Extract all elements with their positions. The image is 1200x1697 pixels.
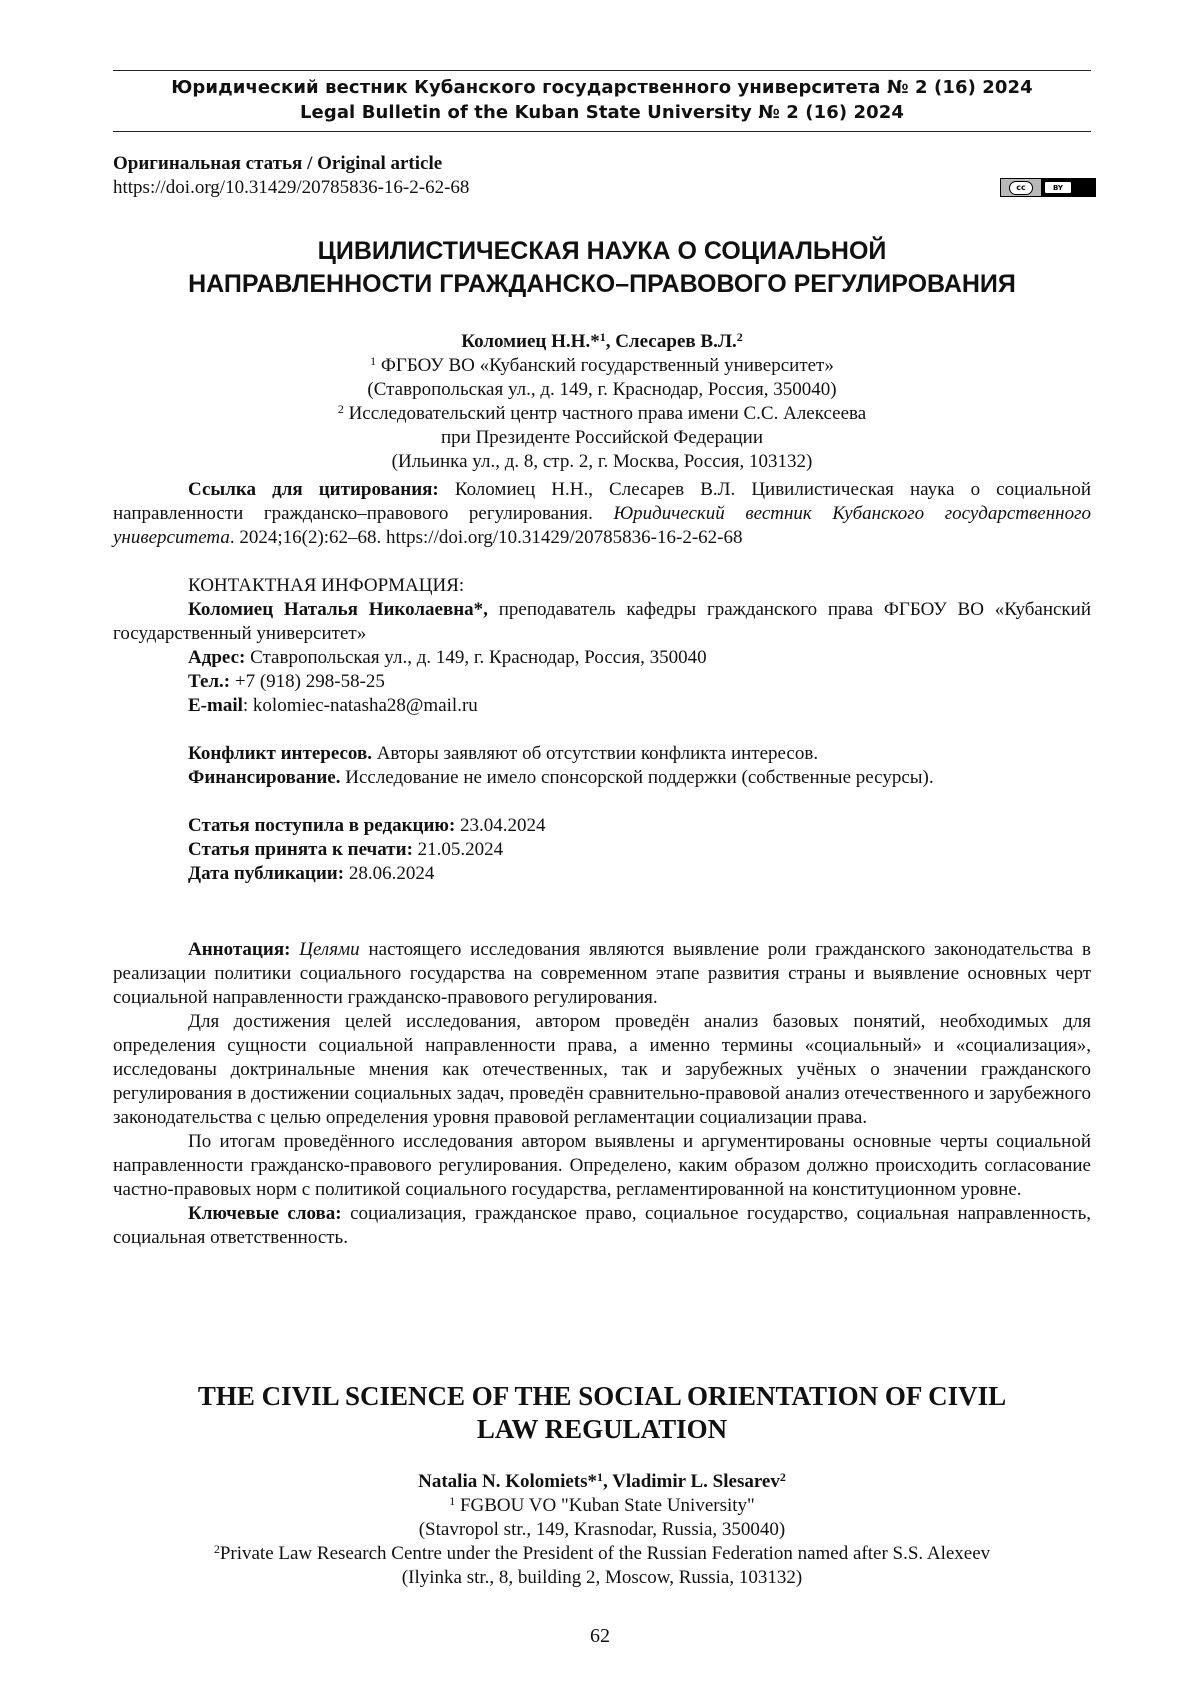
abstract-label: Аннотация: (188, 939, 291, 960)
contact-position: преподаватель кафедры гражданского права ФГБОУ ВО «Кубанский государственный университет» (113, 599, 1091, 644)
affiliation-1-name: ФГБОУ ВО «Кубанский государственный университет» (380, 355, 834, 376)
creative-commons-by-icon[interactable] (1000, 178, 1096, 197)
contact-name: Коломиец Наталья Николаевна*, (188, 599, 488, 620)
funding-text: Исследование не имело спонсорской поддержки (собственные ресурсы). (340, 767, 934, 788)
cc-badge-right (1041, 179, 1095, 196)
affiliation-1-name-en: FGBOU VO "Kuban State University" (459, 1495, 755, 1516)
affiliation-2-sup: 2 (337, 402, 344, 416)
address-value: Ставропольская ул., д. 149, г. Краснодар, Россия, 350040 (245, 647, 707, 668)
affiliation-2-name-en: Private Law Research Centre under the President of the Russian Federation named after S.S. Alexeev (219, 1543, 991, 1564)
phone-value: +7 (918) 298-58-25 (230, 671, 385, 692)
citation-label: Ссылка для цитирования: (188, 479, 439, 500)
accepted-label: Статья принята к печати: (188, 839, 413, 860)
affiliation-2-address-en: (Ilyinka str., 8, building 2, Moscow, Russia, 103132) (401, 1567, 803, 1588)
contact-phone (113, 670, 1091, 694)
affiliation-1-line-1 (113, 354, 1091, 378)
author-1-name-en: Natalia N. Kolomiets* (418, 1471, 598, 1492)
funding (113, 766, 1091, 790)
affiliation-2-name: Исследовательский центр частного права имени С.С. Алексеева (348, 403, 867, 424)
abstract-paragraph-2: Для достижения целей исследования, автором проведён анализ базовых понятий, необходимых для определения сущности социальной направленности права, а именно термины «социальный» и «социализация», исследованы доктринальные мнения как отечественных, так и зарубежных учёных о значении гражданского регулирования в достижении социальных задач, проведён сравнительно-правовой анализ отечественного и зарубежного законодательства с целью определения уровня правовой регламентации социализации права. (113, 1011, 1091, 1128)
article-title-en (113, 1380, 1091, 1446)
author-2-name-en: Vladimir L. Slesarev (612, 1471, 780, 1492)
title-en-line-2: LAW REGULATION (476, 1414, 728, 1444)
title-ru-line-2: НАПРАВЛЕННОСТИ ГРАЖДАНСКО–ПРАВОВОГО РЕГУЛИРОВАНИЯ (188, 270, 1016, 298)
article-type: Оригинальная статья / Original article (113, 153, 443, 174)
cc-badge-left (1001, 179, 1041, 196)
affiliation-2-line-2: при Президенте Российской Федерации (440, 427, 764, 448)
affiliation-2-sup-en: 2 (213, 1542, 220, 1556)
contact-person (113, 598, 1091, 646)
affiliation-1-sup: 1 (370, 354, 377, 368)
conflict-of-interest (113, 742, 1091, 766)
article-title-ru (113, 235, 1091, 301)
keywords-text: социализация, гражданское право, социальное государство, социальная направленность, социальная ответственность. (113, 1203, 1092, 1248)
received-value: 23.04.2024 (455, 815, 546, 836)
title-ru-line-1: ЦИВИЛИСТИЧЕСКАЯ НАУКА О СОЦИАЛЬНОЙ (317, 237, 887, 265)
email-value[interactable]: : kolomiec-natasha28@mail.ru (242, 695, 478, 716)
spacer (113, 790, 1091, 814)
citation-paragraph (113, 478, 1091, 550)
authors-ru (113, 330, 1091, 474)
doi-link[interactable]: https://doi.org/10.31429/20785836-16-2-62-68 (113, 177, 470, 198)
keywords-paragraph (113, 1202, 1091, 1250)
author-names-en (113, 1470, 1091, 1494)
email-label: E-mail (188, 695, 243, 716)
contact-address (113, 646, 1091, 670)
abstract (113, 938, 1091, 1250)
affiliation-2-address: (Ильинка ул., д. 8, стр. 2, г. Москва, Россия, 103132) (391, 451, 813, 472)
contact-info (113, 574, 1091, 886)
author-1-sup: 1 (599, 330, 606, 344)
citation-journal: Юридический вестник Кубанского государственного университета (113, 503, 1091, 548)
conflict-text: Авторы заявляют об отсутствии конфликта интересов. (371, 743, 819, 764)
author-2-sup: 2 (736, 330, 743, 344)
author-1-name: Коломиец Н.Н.* (461, 331, 600, 352)
affiliation-1-en (113, 1494, 1091, 1518)
affiliation-1-address-en: (Stavropol str., 149, Krasnodar, Russia, 350040) (418, 1519, 786, 1540)
accepted-value: 21.05.2024 (412, 839, 504, 860)
contact-heading: КОНТАКТНАЯ ИНФОРМАЦИЯ: (188, 575, 465, 596)
running-head (113, 70, 1091, 132)
published-label: Дата публикации: (188, 863, 345, 884)
conflict-label: Конфликт интересов. (188, 743, 372, 764)
date-accepted (113, 838, 1091, 862)
author-2-sup-en: 2 (779, 1470, 786, 1484)
abstract-paragraph-1 (113, 938, 1091, 1010)
authors-en (113, 1470, 1091, 1590)
affiliation-1-address: (Ставропольская ул., д. 149, г. Краснодар, Россия, 350040) (367, 379, 837, 400)
author-names-ru (113, 330, 1091, 354)
citation-tail: . 2024;16(2):62–68. https://doi.org/10.31429/20785836-16-2-62-68 (229, 527, 743, 548)
cc-logo: cc (1009, 181, 1033, 195)
journal-title-ru: Юридический вестник Кубанского государственного университета № 2 (16) 2024 (171, 77, 1033, 98)
published-value: 28.06.2024 (344, 863, 435, 884)
affiliation-2-line-1 (113, 402, 1091, 426)
affiliation-2-en (113, 1542, 1091, 1566)
abstract-aim-word: Целями (299, 939, 360, 960)
journal-title-en: Legal Bulletin of the Kuban State University № 2 (16) 2024 (299, 102, 905, 123)
author-separator: , (605, 331, 616, 352)
title-en-line-1: THE CIVIL SCIENCE OF THE SOCIAL ORIENTATION OF CIVIL (197, 1381, 1007, 1411)
affiliation-1-sup-en: 1 (449, 1494, 456, 1508)
spacer (113, 718, 1091, 742)
abstract-paragraph-3: По итогам проведённого исследования автором выявлены и аргументированы основные черты социальной направленности гражданско-правового регулирования. Определено, каким образом должно происходить согласование частно-правовых норм с политикой социального государства, регламентированной на конституционном уровне. (113, 1131, 1091, 1200)
date-published (113, 862, 1091, 886)
received-label: Статья поступила в редакцию: (188, 815, 456, 836)
page-number: 62 (590, 1625, 610, 1647)
author-1-sup-en: 1 (597, 1470, 604, 1484)
abstract-p1-text: настоящего исследования являются выявление роли гражданского законодательства в реализации политики социального государства на современном этапе развития страны и выявление основных черт социальной направленности гражданско-правового регулирования. (113, 939, 1092, 1008)
address-label: Адрес: (188, 647, 246, 668)
keywords-label: Ключевые слова: (188, 1203, 342, 1224)
contact-email (113, 694, 1091, 718)
author-separator-en: , (603, 1471, 613, 1492)
author-2-name: Слесарев В.Л. (615, 331, 737, 352)
date-received (113, 814, 1091, 838)
funding-label: Финансирование. (188, 767, 341, 788)
phone-label: Тел.: (188, 671, 231, 692)
citation-text: Коломиец Н.Н., Слесарев В.Л. Цивилистическая наука о социальной направленности гражданско–правового регулирования. (113, 479, 1091, 524)
cc-by-label: BY (1045, 182, 1071, 193)
